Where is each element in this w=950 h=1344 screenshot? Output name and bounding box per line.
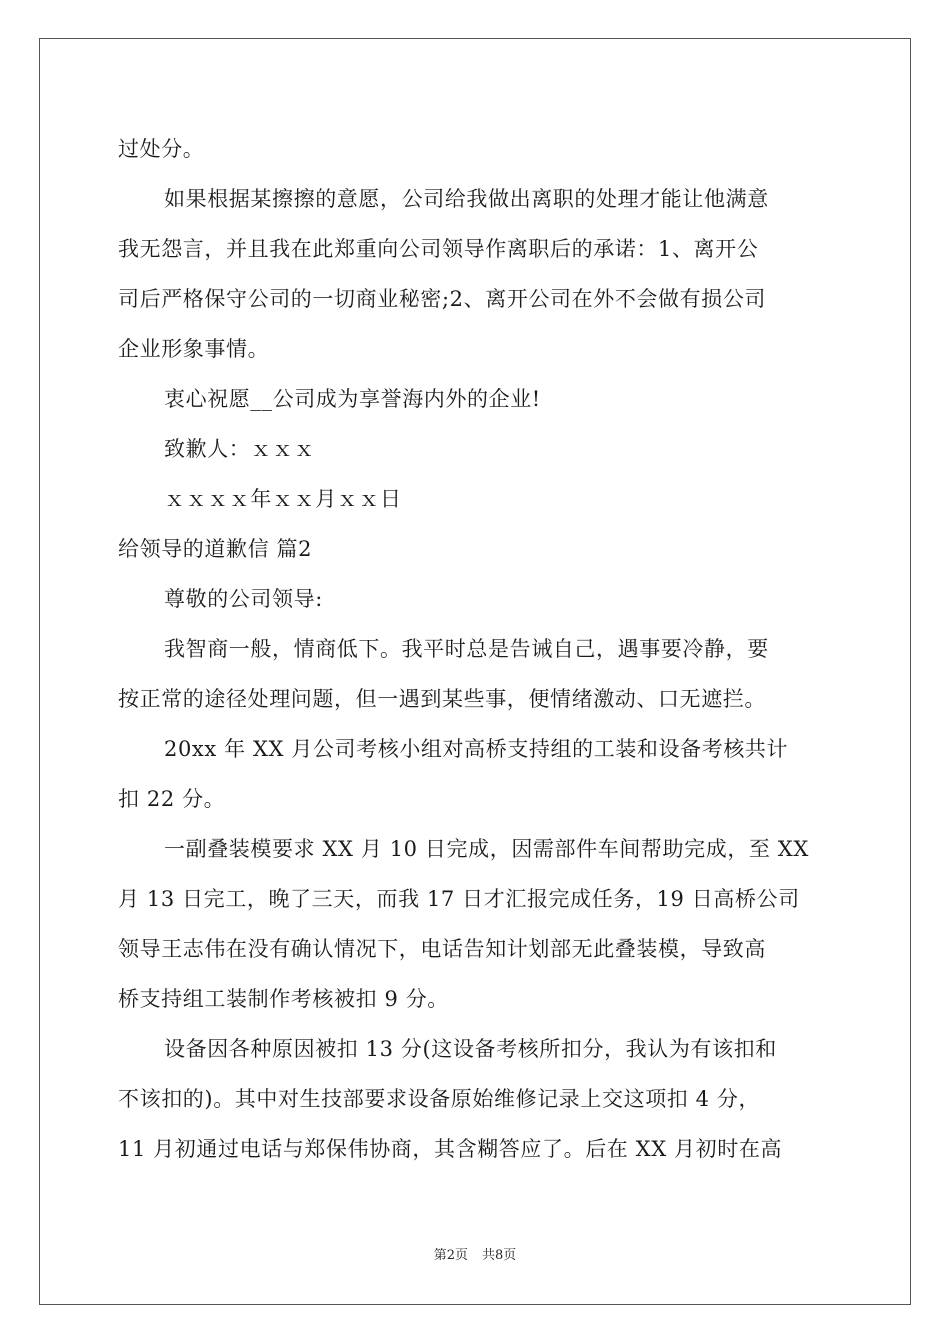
page-footer <box>0 1247 950 1265</box>
text-line: 领导王志伟在没有确认情况下，电话告知计划部无此叠装模，导致高 <box>118 937 766 961</box>
text-line: 桥支持组工装制作考核被扣 9 分。 <box>118 987 449 1011</box>
text-line: 月 13 日完工，晚了三天，而我 17 日才汇报完成任务，19 日高桥公司 <box>118 887 800 911</box>
text-line: 按正常的途径处理问题，但一遇到某些事，便情绪激动、口无遮拦。 <box>118 687 766 711</box>
text-line: 设备因各种原因被扣 13 分(这设备考核所扣分，我认为有该扣和 <box>164 1037 777 1061</box>
text-line: 我智商一般，情商低下。我平时总是告诫自己，遇事要冷静，要 <box>164 637 769 661</box>
page-number: 第2页 <box>433 1248 468 1263</box>
text-line: 过处分。 <box>118 137 205 161</box>
page-border <box>39 38 911 1305</box>
page-total: 共8页 <box>482 1248 517 1263</box>
text-line: 11 月初通过电话与郑保伟协商，其含糊答应了。后在 XX 月初时在高 <box>118 1137 783 1161</box>
date-line: ｘｘｘｘ年ｘｘ月ｘｘ日 <box>164 487 402 511</box>
text-line: 企业形象事情。 <box>118 337 270 361</box>
text-line: 一副叠装模要求 XX 月 10 日完成，因需部件车间帮助完成，至 XX <box>164 837 809 861</box>
text-line: 如果根据某擦擦的意愿，公司给我做出离职的处理才能让他满意 <box>164 187 769 211</box>
text-line: 我无怨言，并且我在此郑重向公司领导作离职后的承诺：1、离开公 <box>118 237 759 261</box>
section-heading: 给领导的道歉信 篇2 <box>118 537 313 561</box>
text-line: 不该扣的)。其中对生技部要求设备原始维修记录上交这项扣 4 分， <box>118 1087 761 1111</box>
text-line: 20xx 年 XX 月公司考核小组对高桥支持组的工装和设备考核共计 <box>164 737 789 761</box>
signature-line: 致歉人：ｘｘｘ <box>164 437 316 461</box>
text-line: 司后严格保守公司的一切商业秘密;2、离开公司在外不会做有损公司 <box>118 287 767 311</box>
text-line: 扣 22 分。 <box>118 787 226 811</box>
text-line: 衷心祝愿__公司成为享誉海内外的企业! <box>164 387 541 411</box>
salutation: 尊敬的公司领导: <box>164 587 323 611</box>
